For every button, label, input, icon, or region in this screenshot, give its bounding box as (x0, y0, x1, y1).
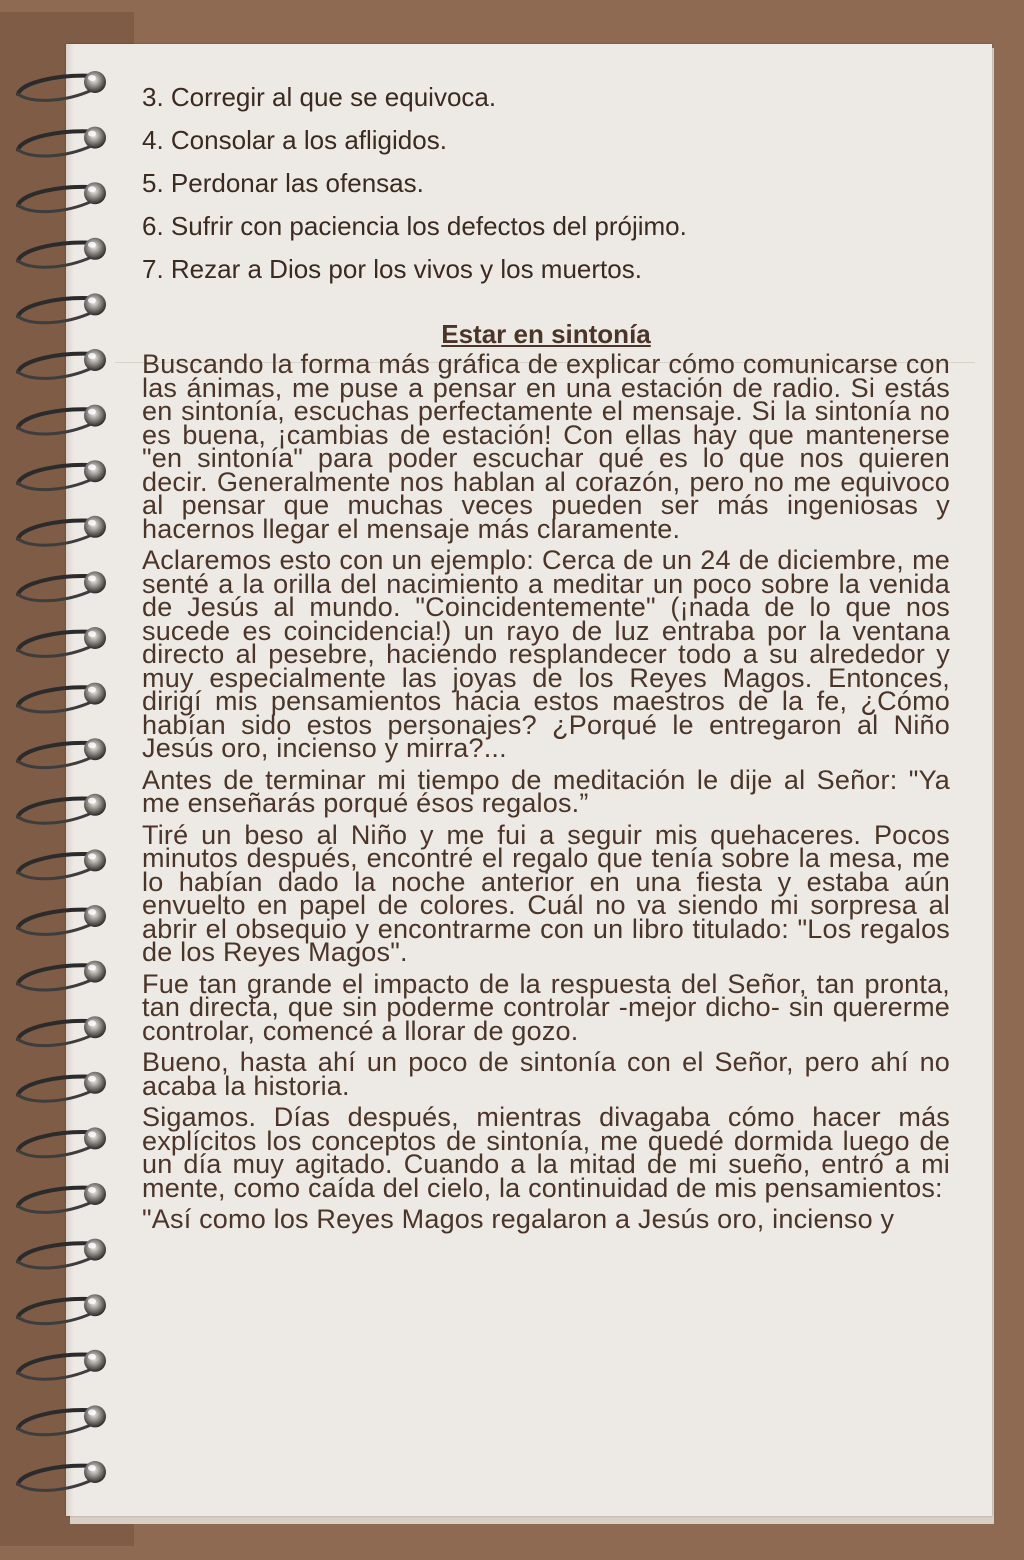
paragraph: Buscando la forma más gráfica de explicar cómo comunicarse con las ánimas, me puse a pensar en una estación de radio. Si estás en sintonía, escuchas perfectamente el mensaje. Si la sintonía no es buena, ¡cambias de estación! Con ellas hay que mantenerse "en sintonía" para poder escuchar qué es lo que nos quieren decir. Generalmente nos hablan al corazón, pero no me equivoco al pensar que muchas veces pueden ser más ingeniosas y hacernos llegar el mensaje más claramente. (142, 349, 950, 544)
paragraph: Antes de terminar mi tiempo de meditación le dije al Señor: "Ya me enseñarás porqué ésos regalos.” (142, 764, 950, 818)
section-title: Estar en sintonía (441, 319, 651, 349)
page-content (142, 76, 950, 1240)
list-item: 7. Rezar a Dios por los vivos y los muertos. (142, 254, 642, 284)
list-item: 6. Sufrir con paciencia los defectos del prójimo. (142, 211, 687, 241)
paragraph: "Así como los Reyes Magos regalaron a Jesús oro, incienso y (142, 1204, 895, 1234)
list-item: 5. Perdonar las ofensas. (142, 168, 424, 198)
list-item: 3. Corregir al que se equivoca. (142, 82, 497, 112)
paragraph: Tiré un beso al Niño y me fui a seguir mis quehaceres. Pocos minutos después, encontré el regalo que tenía sobre la mesa, me lo habían dado la noche anterior en una fiesta y estaba aún envuelto en papel de colores. Cuál no va siendo mi sorpresa al abrir el obsequio y encontrarme con un libro titulado: "Los regalos de los Reyes Magos". (142, 819, 950, 967)
paragraph: Aclaremos esto con un ejemplo: Cerca de un 24 de diciembre, me senté a la orilla del nacimiento a meditar un poco sobre la venida de Jesús al mundo. "Coincidentemente" (¡nada de lo que nos sucede es coincidencia!) un rayo de luz entraba por la ventana directo al pesebre, haciendo resplandecer todo a su alrededor y muy especialmente las joyas de los Reyes Magos. Entonces, dirigí mis pensamientos hacia estos maestros de la fe, ¿Cómo habían sido estos personajes? ¿Porqué le entregaron al Niño Jesús oro, incienso y mirra?... (142, 545, 950, 763)
works-of-mercy-list (142, 76, 950, 291)
page-edge (66, 44, 74, 1516)
list-item: 4. Consolar a los afligidos. (142, 125, 447, 155)
paragraph: Bueno, hasta ahí un poco de sintonía con el Señor, pero ahí no acaba la historia. (142, 1047, 950, 1101)
paragraph: Fue tan grande el impacto de la respuesta del Señor, tan pronta, tan directa, que sin poderme controlar -mejor dicho- sin quererme controlar, comencé a llorar de gozo. (142, 968, 950, 1046)
paragraph: Sigamos. Días después, mientras divagaba cómo hacer más explícitos los conceptos de sintonía, me quedé dormida luego de un día muy agitado. Cuando a la mitad de mi sueño, entró a mi mente, como caída del cielo, la continuidad de mis pensamientos: (142, 1102, 950, 1203)
